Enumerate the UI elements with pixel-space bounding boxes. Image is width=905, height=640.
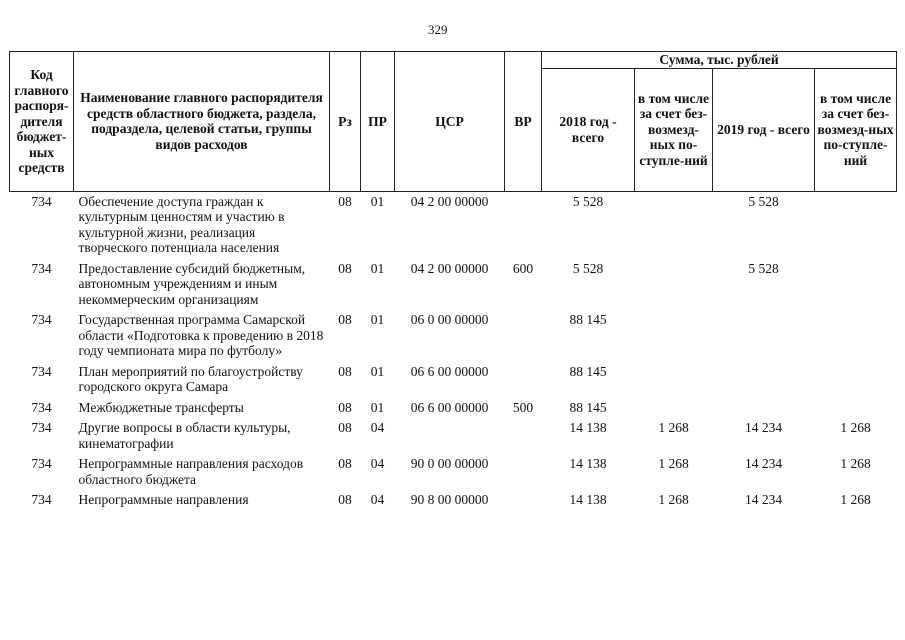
cell-name: Межбюджетные трансферты: [78, 399, 244, 415]
header-rz: Рз: [330, 52, 361, 192]
header-csr: ЦСР: [395, 52, 505, 192]
cell-2019-free: 1 268: [840, 456, 871, 471]
cell-pr: 01: [370, 312, 385, 327]
cell-2019-total: 14 234: [744, 420, 783, 435]
cell-2019-total: [713, 362, 815, 398]
cell-2018-free: [635, 362, 713, 398]
page-number-text: 329: [428, 22, 448, 37]
cell-name: Обеспечение доступа граждан к культурным ценностям и участию в культурной жизни, реализация творческого потенциала населения: [78, 193, 285, 255]
cell-pr: 04: [370, 420, 385, 435]
cell-code: 734: [31, 193, 52, 209]
header-pr: ПР: [361, 52, 395, 192]
cell-code: 734: [31, 363, 52, 379]
cell-2019-free: [815, 191, 897, 259]
cell-2018-total: 88 145: [569, 399, 607, 415]
cell-2018-total: 5 528: [572, 260, 604, 276]
table-body: [10, 191, 897, 511]
cell-name: Непрограммные направления расходов областного бюджета: [78, 456, 304, 487]
cell-csr: 06 6 00 00000: [410, 363, 489, 379]
cell-rz: 08: [338, 312, 352, 327]
header-code: Код главного распоря-дителя бюджет-ных средств: [10, 52, 74, 192]
cell-2018-total: 14 138: [569, 456, 607, 471]
cell-rz: 08: [338, 363, 352, 379]
table-header: [10, 52, 897, 192]
cell-code: 734: [31, 420, 52, 435]
cell-2018-free: 1 268: [658, 420, 689, 435]
cell-2018-total: 14 138: [569, 420, 607, 435]
cell-rz: 08: [338, 456, 352, 471]
cell-2019-total: 14 234: [744, 492, 783, 507]
table-row: [10, 310, 897, 362]
cell-2018-total: 5 528: [572, 193, 604, 209]
header-vr: ВР: [505, 52, 542, 192]
cell-2019-total: [713, 398, 815, 419]
cell-csr: 90 0 00 00000: [410, 456, 489, 471]
cell-2019-free: [815, 310, 897, 362]
cell-vr: [505, 310, 542, 362]
cell-name: Предоставление субсидий бюджетным, автономным учреждениям и иным некоммерческим организациям: [78, 260, 306, 307]
cell-name: Непрограммные направления: [78, 492, 249, 507]
header-name: Наименование главного распорядителя средств областного бюджета, раздела, подраздела, целевой статьи, группы видов расходов: [74, 52, 330, 192]
cell-csr: [395, 418, 505, 454]
cell-vr: [505, 362, 542, 398]
cell-rz: 08: [338, 193, 352, 209]
header-2019-free: в том числе за счет без-возмезд-ных по-ступле-ний: [815, 68, 897, 191]
cell-2019-free: [815, 398, 897, 419]
cell-code: 734: [31, 492, 52, 507]
cell-csr: 06 0 00 00000: [410, 312, 489, 327]
cell-2018-free: [635, 259, 713, 311]
cell-2019-free: 1 268: [840, 420, 871, 435]
cell-rz: 08: [338, 420, 352, 435]
cell-vr: [505, 490, 542, 511]
budget-table: [9, 51, 897, 511]
table-row: [10, 490, 897, 511]
cell-2018-total: 14 138: [569, 492, 607, 507]
cell-vr: [505, 454, 542, 490]
cell-2019-free: [815, 362, 897, 398]
cell-vr: 500: [512, 399, 534, 415]
cell-pr: 01: [370, 260, 385, 276]
cell-2019-total: 5 528: [748, 193, 779, 209]
table-row: [10, 191, 897, 259]
cell-2019-free: [815, 259, 897, 311]
cell-name: План мероприятий по благоустройству городского округа Самара: [78, 363, 303, 394]
cell-name: Государственная программа Самарской области «Подготовка к проведению в 2018 году чемпионата мира по футболу»: [78, 312, 324, 358]
table-row: [10, 259, 897, 311]
cell-2018-free: [635, 310, 713, 362]
cell-vr: [505, 418, 542, 454]
cell-csr: 90 8 00 00000: [410, 492, 489, 507]
table-row: [10, 362, 897, 398]
cell-vr: [505, 191, 542, 259]
cell-code: 734: [31, 399, 52, 415]
header-2018-total: 2018 год - всего: [542, 68, 635, 191]
cell-2018-free: 1 268: [658, 456, 689, 471]
cell-name: Другие вопросы в области культуры, кинематографии: [78, 420, 291, 451]
cell-code: 734: [31, 260, 52, 276]
cell-2019-total: 14 234: [744, 456, 783, 471]
header-sum: Сумма, тыс. рублей: [542, 52, 897, 69]
cell-vr: 600: [512, 260, 534, 276]
cell-rz: 08: [338, 492, 352, 507]
cell-pr: 01: [370, 363, 385, 379]
header-2018-free: в том числе за счет без-возмезд-ных по-ступле-ний: [635, 68, 713, 191]
cell-2018-total: 88 145: [569, 363, 607, 379]
cell-pr: 04: [370, 456, 385, 471]
cell-2019-total: 5 528: [748, 260, 779, 276]
table-row: [10, 398, 897, 419]
cell-code: 734: [31, 456, 52, 471]
cell-2018-total: 88 145: [569, 312, 607, 327]
cell-rz: 08: [338, 399, 352, 415]
cell-2019-total: [713, 310, 815, 362]
cell-2018-free: 1 268: [658, 492, 689, 507]
header-2019-total: 2019 год - всего: [713, 68, 815, 191]
cell-csr: 04 2 00 00000: [410, 193, 489, 209]
table-row: [10, 418, 897, 454]
cell-pr: 04: [370, 492, 385, 507]
cell-csr: 06 6 00 00000: [410, 399, 489, 415]
cell-2018-free: [635, 191, 713, 259]
cell-2019-free: 1 268: [840, 492, 871, 507]
cell-pr: 01: [370, 193, 385, 209]
cell-code: 734: [31, 312, 52, 327]
cell-csr: 04 2 00 00000: [410, 260, 489, 276]
table-row: [10, 454, 897, 490]
cell-pr: 01: [370, 399, 385, 415]
cell-rz: 08: [338, 260, 352, 276]
cell-2018-free: [635, 398, 713, 419]
